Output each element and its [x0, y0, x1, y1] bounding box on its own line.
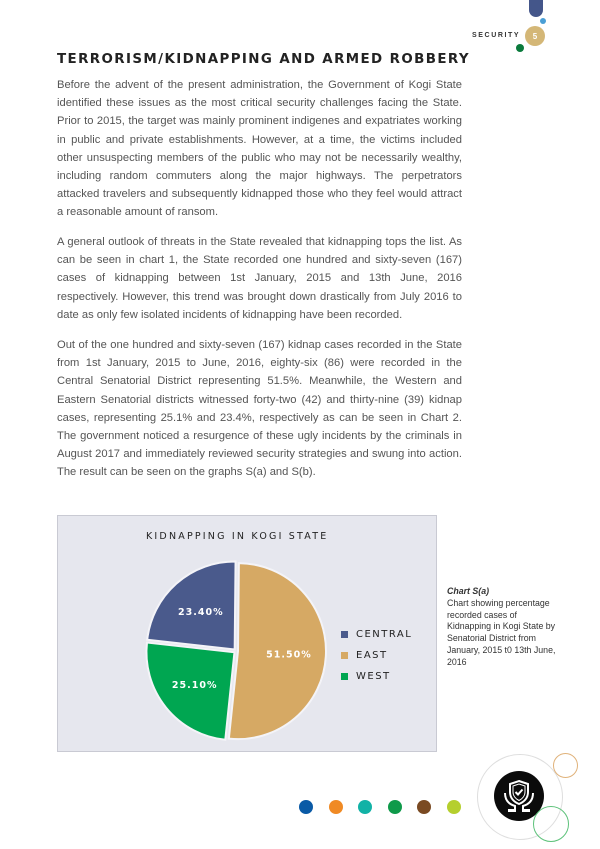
footer-dot [447, 800, 461, 814]
article-paragraph: Out of the one hundred and sixty-seven (167) kidnap cases recorded in the State from 1st January, 2015 to June, 2016, eighty-six (86) were recorded in the Central Senatorial District representing 51.5%. Meanwhile, the Western and Eastern Senatorial districts witnessed forty-two (42) and thirty-nine (39) kidnap cases, representing 25.1% and 23.4%, respectively as can be seen in Chart 2. The government noticed a resurgence of these ugly incidents by the criminals in August 2017 and immediately reviewed security strategies and swung into action. The result can be seen on the graphs S(a) and S(b). [57, 339, 462, 479]
pie-slice-west [146, 643, 234, 740]
legend-swatch [341, 652, 348, 659]
article-paragraph: Before the advent of the present administration, the Government of Kogi State identified these issues as the most critical security challenges facing the State. Prior to 2015, the target was mainly prominent indigenes and expatriates working in public and private establishments. However, at a time, the victims included other unsuspecting members of the public who may not be necessarily wealthy, including random commuters along the major highways. The perpetrators attacked travelers and subsequently kidnapped those who they feel would attract a reasonable amount of ransom. [57, 79, 462, 219]
footer-dot [299, 800, 313, 814]
pie-data-label: 25.10% [171, 679, 218, 691]
legend-label: CENTRAL [356, 629, 413, 640]
caption-title: Chart S(a) [447, 586, 490, 596]
decorative-ring-green [533, 806, 569, 842]
section-label: SECURITY [472, 32, 521, 39]
header-accent-bar [529, 0, 543, 17]
header-dot-blue [540, 18, 546, 24]
footer-dot [329, 800, 343, 814]
legend-item-east [341, 645, 412, 666]
legend-label: EAST [356, 650, 388, 661]
pie-slice-central [147, 562, 235, 650]
footer-color-dots [299, 800, 476, 814]
footer-dot [358, 800, 372, 814]
chart-legend [341, 624, 412, 687]
pie-data-label: 51.50% [266, 649, 312, 661]
legend-swatch [341, 673, 348, 680]
article-paragraph: A general outlook of threats in the State revealed that kidnapping tops the list. As can be seen in chart 1, the State recorded one hundred and sixty-seven (167) cases of kidnapping between 1st January, 2015 and 13th June, 2016 respectively. However, this trend was brought down drastically from July 2016 to date as only few isolated incidents of kidnapping have been recorded. [57, 236, 462, 321]
article-title: TERRORISM/KIDNAPPING AND ARMED ROBBERY [57, 52, 470, 67]
chart-title: KIDNAPPING IN KOGI STATE [146, 531, 329, 542]
header-dot-green [516, 44, 524, 52]
footer-dot [417, 800, 431, 814]
pie-chart-panel [57, 515, 437, 752]
chart-caption [447, 586, 557, 669]
legend-item-west [341, 666, 412, 687]
caption-body: Chart showing percentage recorded cases of Kidnapping in Kogi State by Senatorial District from January, 2015 t0 13th June, 2016 [447, 597, 556, 667]
legend-item-central [341, 624, 412, 645]
pie-data-label: 23.40% [178, 606, 224, 618]
legend-swatch [341, 631, 348, 638]
decorative-ring-tan [553, 753, 578, 778]
legend-label: WEST [356, 671, 391, 682]
footer-dot [388, 800, 402, 814]
page-number-badge: 5 [525, 26, 545, 46]
